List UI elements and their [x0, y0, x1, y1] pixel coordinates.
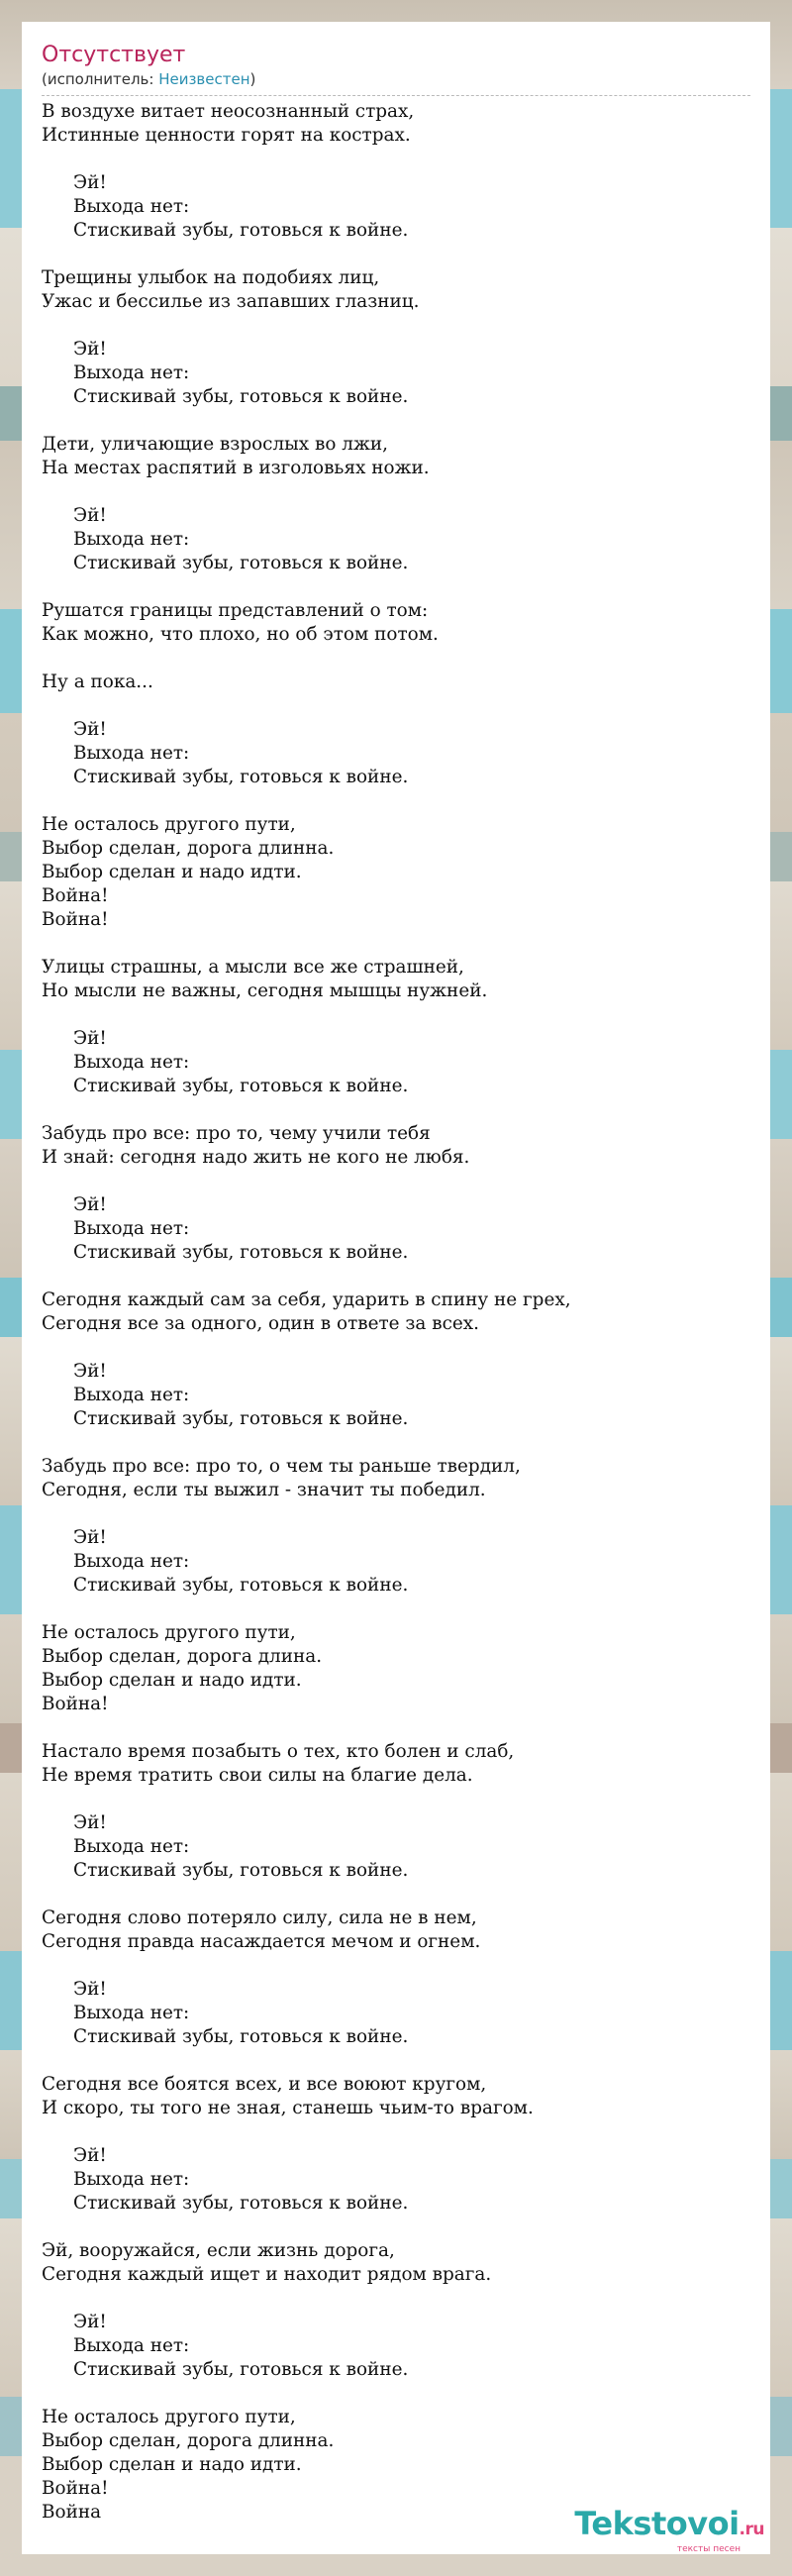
lyric-line: Выхода нет: — [73, 196, 190, 217]
verse-stanza — [42, 1621, 750, 1716]
chorus-stanza — [42, 1526, 750, 1597]
lyric-line: Война — [42, 2502, 102, 2523]
verse-stanza — [42, 2239, 750, 2287]
lyric-line: Выбор сделан и надо идти. — [42, 862, 302, 882]
lyric-line: Выхода нет: — [73, 1385, 190, 1405]
lyric-line: Стискивай зубы, готовься к войне. — [73, 1076, 409, 1096]
lyric-line: Стискивай зубы, готовься к войне. — [73, 1408, 409, 1429]
lyric-line: Улицы страшны, а мысли все же страшней, — [42, 957, 464, 978]
site-logo[interactable] — [574, 2507, 764, 2554]
lyric-line: Эй! — [73, 1361, 107, 1382]
lyric-line: Не осталось другого пути, — [42, 814, 296, 835]
artist-line — [42, 69, 750, 89]
artist-suffix: ) — [249, 70, 256, 88]
lyric-line: Истинные ценности горят на кострах. — [42, 125, 411, 146]
lyric-line: Не осталось другого пути, — [42, 1622, 296, 1643]
lyric-line: Ну а пока... — [42, 671, 153, 692]
lyric-line: Стискивай зубы, готовься к войне. — [73, 1575, 409, 1596]
verse-stanza — [42, 1455, 750, 1502]
lyric-line: Дети, уличающие взрослых во лжи, — [42, 434, 388, 455]
lyric-line: Забудь про все: про то, чему учили тебя — [42, 1123, 431, 1144]
verse-stanza — [42, 1122, 750, 1170]
lyric-line: В воздухе витает неосознанный страх, — [42, 101, 415, 122]
lyric-line: Эй! — [73, 2312, 107, 2332]
lyric-line: Забудь про все: про то, о чем ты раньше твердил, — [42, 1456, 521, 1477]
verse-stanza — [42, 100, 750, 148]
lyric-line: Как можно, что плохо, но об этом потом. — [42, 624, 439, 645]
lyric-line: Эй! — [73, 1812, 107, 1833]
lyric-line: Выбор сделан, дорога длинна. — [42, 2430, 335, 2451]
lyric-line: Выхода нет: — [73, 2169, 190, 2190]
logo-wordmark — [574, 2507, 764, 2546]
lyric-line: Стискивай зубы, готовься к войне. — [73, 2193, 409, 2214]
verse-stanza — [42, 1906, 750, 1954]
lyric-line: Стискивай зубы, готовься к войне. — [73, 1242, 409, 1263]
chorus-stanza — [42, 1811, 750, 1883]
lyric-line: Стискивай зубы, готовься к войне. — [73, 553, 409, 573]
chorus-stanza — [42, 504, 750, 575]
verse-stanza — [42, 1740, 750, 1788]
lyric-line: Выхода нет: — [73, 743, 190, 764]
lyric-line: Выхода нет: — [73, 1218, 190, 1239]
lyrics-body — [42, 100, 750, 2548]
chorus-stanza — [42, 1193, 750, 1265]
lyric-line: Выбор сделан и надо идти. — [42, 1670, 302, 1691]
lyric-line: Стискивай зубы, готовься к войне. — [73, 2359, 409, 2380]
lyric-line: Рушатся границы представлений о том: — [42, 600, 429, 621]
verse-stanza — [42, 670, 750, 694]
lyric-line: Война! — [42, 885, 109, 906]
lyric-line: Сегодня правда насаждается мечом и огнем. — [42, 1931, 481, 1952]
lyric-line: Не время тратить свои силы на благие дела. — [42, 1765, 473, 1786]
lyric-line: Выхода нет: — [73, 1052, 190, 1073]
lyric-line: И скоро, ты того не зная, станешь чьим-то врагом. — [42, 2098, 534, 2118]
chorus-stanza — [42, 2311, 750, 2382]
lyric-line: Эй! — [73, 505, 107, 526]
lyric-line: Эй! — [73, 339, 107, 360]
lyric-line: Эй! — [73, 1028, 107, 1049]
lyric-line: Эй, вооружайся, если жизнь дорога, — [42, 2240, 395, 2261]
lyric-line: Выхода нет: — [73, 362, 190, 383]
lyric-line: Эй! — [73, 1979, 107, 2000]
lyric-line: Сегодня каждый сам за себя, ударить в спину не грех, — [42, 1289, 571, 1310]
chorus-stanza — [42, 1360, 750, 1431]
verse-stanza — [42, 433, 750, 480]
verse-stanza — [42, 2073, 750, 2120]
logo-main-text: Tekstovoi — [574, 2505, 740, 2542]
song-title: Отсутствует — [42, 43, 186, 67]
lyric-line: Стискивай зубы, готовься к войне. — [73, 220, 409, 241]
lyric-line: Эй! — [73, 172, 107, 193]
lyric-line: Война! — [42, 2478, 109, 2499]
lyric-line: Сегодня каждый ищет и находит рядом врага. — [42, 2264, 492, 2285]
lyric-line: Ужас и бессилье из запавших глазниц. — [42, 291, 420, 312]
lyric-line: Сегодня все боятся всех, и все воюют кругом, — [42, 2074, 487, 2095]
lyric-line: Выхода нет: — [73, 2335, 190, 2356]
verse-stanza — [42, 266, 750, 314]
chorus-stanza — [42, 171, 750, 243]
lyric-line: Не осталось другого пути, — [42, 2407, 296, 2427]
lyric-line: Выхода нет: — [73, 529, 190, 550]
lyric-line: Эй! — [73, 1527, 107, 1548]
lyric-line: Выхода нет: — [73, 2003, 190, 2023]
verse-stanza — [42, 1288, 750, 1336]
chorus-stanza — [42, 338, 750, 409]
lyric-line: Выбор сделан, дорога длинна. — [42, 838, 335, 859]
logo-subtitle: тексты песен — [676, 2544, 741, 2554]
chorus-stanza — [42, 1027, 750, 1098]
chorus-stanza — [42, 718, 750, 789]
song-header — [42, 42, 750, 96]
lyric-line: Выхода нет: — [73, 1836, 190, 1857]
lyric-line: Настало время позабыть о тех, кто болен и слаб, — [42, 1741, 515, 1762]
lyric-line: И знай: сегодня надо жить не кого не любя. — [42, 1147, 470, 1168]
verse-stanza — [42, 599, 750, 647]
lyric-line: Сегодня, если ты выжил - значит ты победил. — [42, 1480, 486, 1500]
lyric-line: Эй! — [73, 719, 107, 740]
lyric-line: Сегодня слово потеряло силу, сила не в нем, — [42, 1907, 477, 1928]
verse-stanza — [42, 813, 750, 932]
lyric-line: Война! — [42, 909, 109, 930]
chorus-stanza — [42, 2144, 750, 2215]
lyric-line: Стискивай зубы, готовься к войне. — [73, 767, 409, 787]
lyric-line: На местах распятий в изголовьях ножи. — [42, 458, 430, 478]
chorus-stanza — [42, 1978, 750, 2049]
lyric-line: Но мысли не важны, сегодня мышцы нужней. — [42, 980, 488, 1001]
lyric-line: Эй! — [73, 2145, 107, 2166]
lyric-line: Стискивай зубы, готовься к войне. — [73, 1860, 409, 1881]
lyric-line: Стискивай зубы, готовься к войне. — [73, 2026, 409, 2047]
artist-link[interactable]: Неизвестен — [158, 70, 250, 88]
lyric-line: Выхода нет: — [73, 1551, 190, 1572]
lyric-line: Война! — [42, 1694, 109, 1714]
lyric-line: Выбор сделан и надо идти. — [42, 2454, 302, 2475]
logo-tld: .ru — [739, 2520, 764, 2539]
artist-prefix: (исполнитель: — [42, 70, 159, 88]
lyric-line: Стискивай зубы, готовься к войне. — [73, 386, 409, 407]
lyric-line: Сегодня все за одного, один в ответе за всех. — [42, 1313, 479, 1334]
lyric-line: Эй! — [73, 1194, 107, 1215]
verse-stanza — [42, 956, 750, 1003]
lyric-line: Выбор сделан, дорога длина. — [42, 1646, 323, 1667]
lyric-line: Трещины улыбок на подобиях лиц, — [42, 267, 380, 288]
